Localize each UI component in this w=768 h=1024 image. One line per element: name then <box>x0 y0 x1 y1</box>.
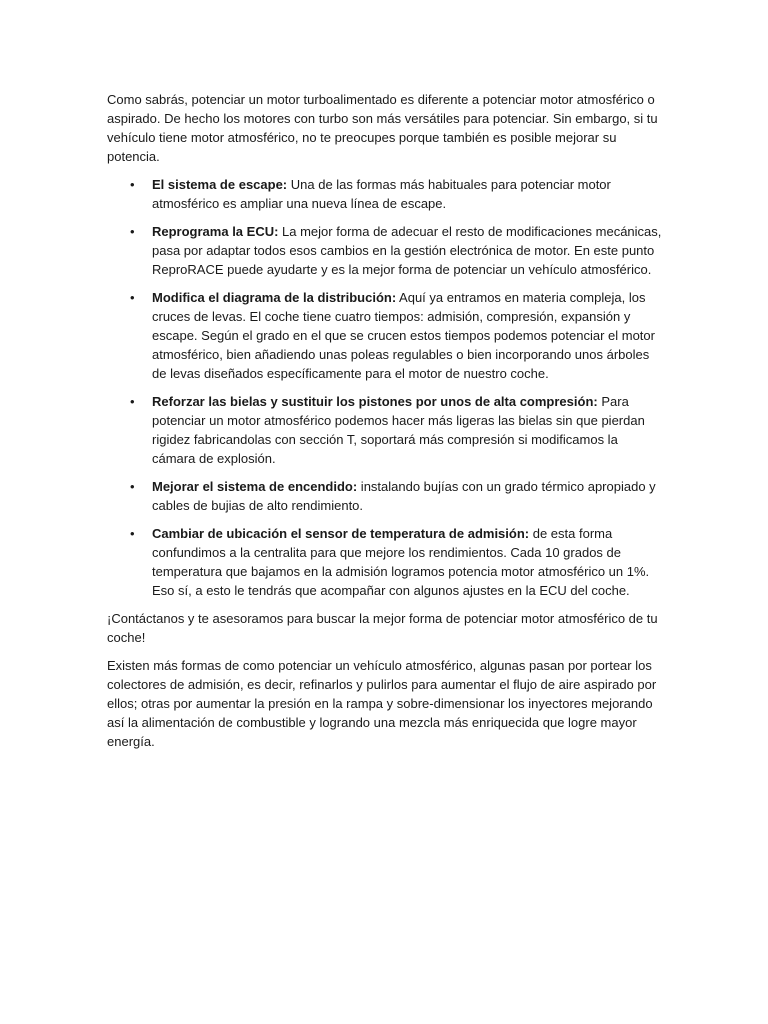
bullet-icon: • <box>130 394 135 409</box>
tips-list <box>107 175 663 600</box>
contact-paragraph: ¡Contáctanos y te asesoramos para buscar la mejor forma de potenciar motor atmosférico de tu coche! <box>107 611 658 645</box>
list-item-heading: Cambiar de ubicación el sensor de temperatura de admisión: <box>152 526 530 541</box>
list-item <box>107 222 663 279</box>
list-item <box>107 175 663 213</box>
list-item <box>107 477 663 515</box>
list-item-text: Para potenciar un motor atmosférico podemos hacer más ligeras las bielas sin que pierdan rigidez fabricandolas con sección T, soportará más compresión si modificamos la cámara de explosión. <box>152 394 645 466</box>
list-item-text: instalando bujías con un grado térmico apropiado y cables de bujias de alto rendimiento. <box>152 479 656 513</box>
list-item-heading: Modifica el diagrama de la distribución: <box>152 290 397 305</box>
intro-paragraph: Como sabrás, potenciar un motor turboalimentado es diferente a potenciar motor atmosférico o aspirado. De hecho los motores con turbo son más versátiles para potenciar. Sin embargo, si tu vehículo tiene motor atmosférico, no te preocupes porque también es posible mejorar su potencia. <box>107 92 658 164</box>
closing-paragraph: Existen más formas de como potenciar un vehículo atmosférico, algunas pasan por portear los colectores de admisión, es decir, refinarlos y pulirlos para aumentar el flujo de aire aspirado por ellos; otras por aumentar la presión en la rampa y sobre-dimensionar los inyectores mejorando así la alimentación de combustible y logrando una mezcla más enriquecida que logre mayor energía. <box>107 658 657 749</box>
bullet-icon: • <box>130 290 135 305</box>
bullet-icon: • <box>130 177 135 192</box>
list-item <box>107 524 663 600</box>
document-body <box>107 90 663 760</box>
list-item-text: La mejor forma de adecuar el resto de modificaciones mecánicas, pasa por adaptar todos esos cambios en la gestión electrónica de motor. En este punto ReproRACE puede ayudarte y es la mejor forma de potenciar un vehículo atmosférico. <box>152 224 662 277</box>
list-item-heading: Mejorar el sistema de encendido: <box>152 479 358 494</box>
list-item-heading: El sistema de escape: <box>152 177 288 192</box>
list-item-text: de esta forma confundimos a la centralita para que mejore los rendimientos. Cada 10 grados de temperatura que bajamos en la admisión logramos potencia motor atmosférico un 1%. Eso sí, a esto le tendrás que acompañar con algunos ajustes en la ECU del coche. <box>152 526 650 598</box>
list-item <box>107 392 663 468</box>
bullet-icon: • <box>130 224 135 239</box>
bullet-icon: • <box>130 479 135 494</box>
list-item-heading: Reforzar las bielas y sustituir los pistones por unos de alta compresión: <box>152 394 598 409</box>
list-item-text: Una de las formas más habituales para potenciar motor atmosférico es ampliar una nueva línea de escape. <box>152 177 611 211</box>
list-item <box>107 288 663 383</box>
list-item-text: Aquí ya entramos en materia compleja, los cruces de levas. El coche tiene cuatro tiempos: admisión, compresión, expansión y escape. Según el grado en el que se crucen estos tiempos podemos potenciar el motor atmosférico, bien añadiendo unas poleas regulables o bien incorporando unos árboles de levas diseñados específicamente para el motor de nuestro coche. <box>152 290 655 381</box>
list-item-heading: Reprograma la ECU: <box>152 224 279 239</box>
bullet-icon: • <box>130 526 135 541</box>
